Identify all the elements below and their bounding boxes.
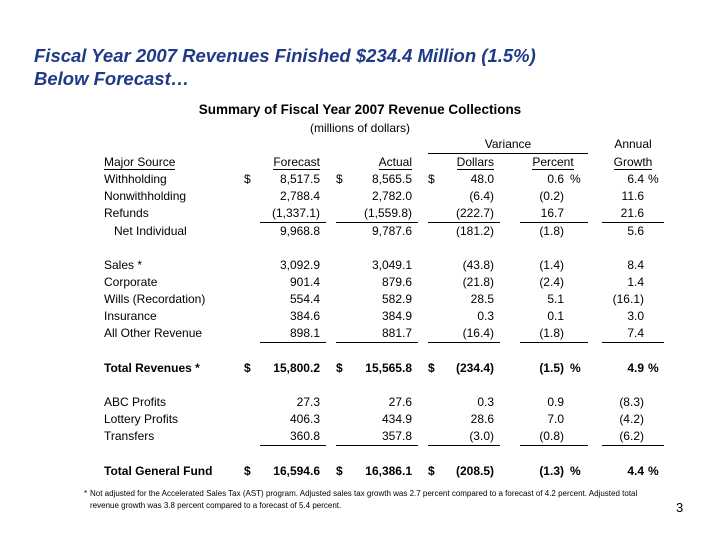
percent-symbol: % bbox=[648, 172, 659, 186]
variance-percent-value: 7.0 bbox=[547, 412, 564, 426]
percent-symbol bbox=[644, 325, 664, 343]
spacer-cell bbox=[326, 308, 336, 325]
spacer-cell bbox=[326, 257, 336, 274]
currency-symbol: $ bbox=[244, 464, 251, 478]
annual-growth-value: 7.4 bbox=[602, 325, 644, 343]
actual-value: 8,565.5 bbox=[371, 172, 412, 186]
percent-symbol bbox=[566, 223, 588, 241]
forecast-value: 2,788.4 bbox=[279, 189, 320, 203]
row-source: Refunds bbox=[104, 206, 149, 221]
annual-growth-value: (4.2) bbox=[619, 412, 644, 426]
annual-growth-value: (6.2) bbox=[602, 428, 644, 446]
currency-symbol bbox=[428, 205, 444, 223]
currency-symbol: $ bbox=[428, 464, 435, 478]
percent-symbol bbox=[644, 223, 664, 241]
currency-symbol: $ bbox=[336, 172, 343, 186]
row-source: Insurance bbox=[104, 309, 157, 323]
forecast-value: 554.4 bbox=[289, 292, 320, 306]
table-row bbox=[104, 411, 664, 428]
actual-value: 881.7 bbox=[352, 325, 418, 343]
variance-dollars-value: (234.4) bbox=[455, 361, 494, 375]
spacer-cell bbox=[418, 325, 428, 343]
spacer-cell bbox=[588, 205, 602, 223]
header-row-2 bbox=[104, 154, 664, 172]
spacer-cell bbox=[500, 428, 520, 446]
variance-percent-value: (2.4) bbox=[539, 275, 564, 289]
currency-symbol bbox=[244, 325, 260, 343]
currency-symbol bbox=[428, 411, 444, 428]
spacer-cell bbox=[500, 308, 520, 325]
dollars-header: Dollars bbox=[456, 155, 494, 169]
currency-symbol bbox=[244, 205, 260, 223]
spacer-cell bbox=[588, 223, 602, 241]
variance-percent-value: (1.4) bbox=[539, 258, 564, 272]
variance-percent-value: 0.1 bbox=[547, 309, 564, 323]
variance-dollars-value: (208.5) bbox=[455, 464, 494, 478]
table-row bbox=[104, 205, 664, 223]
forecast-value: 901.4 bbox=[289, 275, 320, 289]
annual-growth-value: 6.4 bbox=[627, 172, 644, 186]
percent-symbol: % bbox=[648, 361, 659, 375]
percent-symbol bbox=[566, 394, 588, 411]
percent-symbol bbox=[644, 274, 664, 291]
row-source: Net Individual bbox=[114, 223, 187, 238]
currency-symbol bbox=[428, 325, 444, 343]
percent-symbol bbox=[644, 308, 664, 325]
table-row bbox=[104, 223, 664, 241]
row-source: Wills (Recordation) bbox=[104, 292, 206, 306]
currency-symbol bbox=[428, 223, 444, 241]
spacer-cell bbox=[418, 291, 428, 308]
percent-symbol bbox=[566, 411, 588, 428]
spacer-cell bbox=[326, 291, 336, 308]
table-row bbox=[104, 308, 664, 325]
percent-symbol: % bbox=[570, 464, 581, 478]
variance-percent-value: (1.8) bbox=[539, 224, 564, 238]
spacer-cell bbox=[588, 394, 602, 411]
spacer-cell bbox=[588, 257, 602, 274]
percent-symbol bbox=[644, 188, 664, 205]
currency-symbol bbox=[428, 428, 444, 446]
percent-symbol: % bbox=[570, 172, 581, 186]
annual-growth-value: (8.3) bbox=[619, 395, 644, 409]
actual-value: 582.9 bbox=[381, 292, 412, 306]
percent-symbol bbox=[644, 428, 664, 446]
spacer-row bbox=[104, 446, 664, 464]
percent-symbol bbox=[566, 188, 588, 205]
variance-dollars-value: 0.3 bbox=[477, 395, 494, 409]
spacer-cell bbox=[326, 171, 336, 188]
variance-dollars-value: 48.0 bbox=[470, 172, 494, 186]
variance-percent-value: (1.5) bbox=[539, 361, 564, 375]
spacer-cell bbox=[588, 188, 602, 205]
percent-symbol: % bbox=[648, 464, 659, 478]
spacer-cell bbox=[588, 171, 602, 188]
forecast-value: 27.3 bbox=[296, 395, 320, 409]
table-row bbox=[104, 325, 664, 343]
row-source: Corporate bbox=[104, 275, 158, 289]
row-source: Sales * bbox=[104, 258, 143, 272]
spacer-cell bbox=[500, 291, 520, 308]
currency-symbol bbox=[428, 274, 444, 291]
currency-symbol bbox=[244, 188, 260, 205]
variance-percent-value: 16.7 bbox=[520, 205, 566, 223]
spacer-cell bbox=[500, 188, 520, 205]
spacer-cell bbox=[588, 274, 602, 291]
currency-symbol bbox=[336, 274, 352, 291]
variance-dollars-value: (6.4) bbox=[469, 189, 494, 203]
variance-header: Variance bbox=[428, 136, 588, 154]
currency-symbol bbox=[336, 188, 352, 205]
currency-symbol bbox=[428, 291, 444, 308]
forecast-value: 898.1 bbox=[260, 325, 326, 343]
slide-title-line-1: Fiscal Year 2007 Revenues Finished $234.4 Million (1.5%) bbox=[34, 45, 536, 66]
currency-symbol: $ bbox=[244, 172, 251, 186]
spacer-cell bbox=[418, 463, 428, 480]
annual-growth-value: 3.0 bbox=[627, 309, 644, 323]
spacer-cell bbox=[588, 308, 602, 325]
spacer-cell bbox=[326, 325, 336, 343]
variance-dollars-value: 0.3 bbox=[477, 309, 494, 323]
spacer-cell bbox=[418, 188, 428, 205]
spacer-cell bbox=[418, 308, 428, 325]
currency-symbol bbox=[428, 257, 444, 274]
percent-header: Percent bbox=[532, 155, 574, 169]
forecast-value: 360.8 bbox=[260, 428, 326, 446]
spacer-cell bbox=[500, 171, 520, 188]
annual-growth-value: 11.6 bbox=[621, 189, 644, 203]
currency-symbol bbox=[244, 257, 260, 274]
percent-symbol bbox=[566, 274, 588, 291]
currency-symbol: $ bbox=[336, 361, 343, 375]
variance-percent-value: 0.9 bbox=[547, 395, 564, 409]
forecast-value: (1,337.1) bbox=[260, 205, 326, 223]
spacer-cell bbox=[500, 223, 520, 241]
currency-symbol bbox=[428, 308, 444, 325]
row-source: Total Revenues * bbox=[104, 361, 200, 375]
actual-value: (1,559.8) bbox=[352, 205, 418, 223]
currency-symbol bbox=[428, 188, 444, 205]
percent-symbol bbox=[566, 325, 588, 343]
spacer-cell bbox=[418, 257, 428, 274]
spacer-cell bbox=[588, 360, 602, 377]
currency-symbol bbox=[244, 428, 260, 446]
percent-symbol: % bbox=[570, 361, 581, 375]
annual-growth-value: 21.6 bbox=[602, 205, 644, 223]
table-row bbox=[104, 463, 664, 480]
forecast-value: 16,594.6 bbox=[273, 464, 320, 478]
slide-title bbox=[34, 44, 714, 90]
actual-value: 27.6 bbox=[388, 395, 412, 409]
variance-dollars-value: (3.0) bbox=[444, 428, 500, 446]
variance-percent-value: 5.1 bbox=[547, 292, 564, 306]
percent-symbol bbox=[644, 291, 664, 308]
spacer-cell bbox=[418, 274, 428, 291]
row-source: All Other Revenue bbox=[104, 326, 203, 341]
spacer-cell bbox=[418, 360, 428, 377]
forecast-value: 384.6 bbox=[289, 309, 320, 323]
spacer-cell bbox=[500, 411, 520, 428]
percent-symbol bbox=[644, 205, 664, 223]
spacer-cell bbox=[418, 411, 428, 428]
row-source: Total General Fund bbox=[104, 464, 213, 478]
spacer-cell bbox=[418, 428, 428, 446]
currency-symbol bbox=[244, 291, 260, 308]
currency-symbol: $ bbox=[428, 361, 435, 375]
currency-symbol: $ bbox=[244, 361, 251, 375]
spacer-cell bbox=[588, 463, 602, 480]
forecast-header: Forecast bbox=[273, 154, 320, 169]
percent-symbol bbox=[644, 411, 664, 428]
currency-symbol bbox=[336, 428, 352, 446]
currency-symbol bbox=[428, 394, 444, 411]
spacer-cell bbox=[588, 428, 602, 446]
spacer-cell bbox=[418, 394, 428, 411]
table-row bbox=[104, 394, 664, 411]
percent-symbol bbox=[566, 291, 588, 308]
forecast-value: 15,800.2 bbox=[273, 361, 320, 375]
table-row bbox=[104, 428, 664, 446]
spacer-cell bbox=[500, 257, 520, 274]
variance-percent-value: (0.8) bbox=[520, 428, 566, 446]
actual-value: 16,386.1 bbox=[365, 464, 412, 478]
variance-percent-value: (1.3) bbox=[539, 464, 564, 478]
variance-dollars-value: (43.8) bbox=[462, 258, 494, 272]
table-row bbox=[104, 171, 664, 188]
table-row bbox=[104, 291, 664, 308]
spacer-cell bbox=[326, 463, 336, 480]
variance-percent-value: (1.8) bbox=[520, 325, 566, 343]
annual-growth-value: 4.9 bbox=[627, 361, 644, 375]
row-source: Transfers bbox=[104, 429, 155, 444]
variance-dollars-value: (16.4) bbox=[444, 325, 500, 343]
currency-symbol bbox=[336, 223, 352, 241]
footnote-mark: * bbox=[84, 489, 88, 498]
spacer-cell bbox=[326, 394, 336, 411]
slide-title-line-2: Below Forecast… bbox=[34, 68, 190, 89]
spacer-row bbox=[104, 377, 664, 394]
currency-symbol bbox=[336, 394, 352, 411]
spacer-cell bbox=[500, 394, 520, 411]
currency-symbol bbox=[336, 291, 352, 308]
currency-symbol bbox=[244, 308, 260, 325]
percent-symbol bbox=[566, 205, 588, 223]
currency-symbol bbox=[336, 257, 352, 274]
spacer-cell bbox=[326, 360, 336, 377]
spacer-cell bbox=[588, 325, 602, 343]
currency-symbol bbox=[336, 308, 352, 325]
variance-dollars-value: (21.8) bbox=[462, 275, 494, 289]
footnote bbox=[84, 488, 650, 512]
row-source: Withholding bbox=[104, 172, 167, 186]
spacer-row bbox=[104, 240, 664, 257]
spacer-cell bbox=[326, 274, 336, 291]
actual-value: 879.6 bbox=[381, 275, 412, 289]
header-row-1 bbox=[104, 136, 664, 154]
spacer-cell bbox=[326, 411, 336, 428]
table-units: (millions of dollars) bbox=[309, 121, 411, 135]
percent-symbol bbox=[566, 257, 588, 274]
spacer-cell bbox=[500, 205, 520, 223]
page-number: 3 bbox=[676, 500, 684, 515]
table-row bbox=[104, 274, 664, 291]
actual-value: 357.8 bbox=[352, 428, 418, 446]
currency-symbol bbox=[244, 394, 260, 411]
variance-percent-value: (0.2) bbox=[539, 189, 564, 203]
currency-symbol: $ bbox=[428, 172, 435, 186]
variance-dollars-value: (181.2) bbox=[455, 224, 494, 238]
currency-symbol bbox=[336, 325, 352, 343]
percent-symbol bbox=[644, 257, 664, 274]
row-source: ABC Profits bbox=[104, 395, 167, 409]
annual-growth-value: 1.4 bbox=[627, 275, 644, 289]
actual-value: 384.9 bbox=[381, 309, 412, 323]
actual-value: 15,565.8 bbox=[365, 361, 412, 375]
forecast-value: 3,092.9 bbox=[279, 258, 320, 272]
variance-dollars-value: (222.7) bbox=[444, 205, 500, 223]
annual-growth-value: (16.1) bbox=[612, 292, 644, 306]
table-row bbox=[104, 257, 664, 274]
currency-symbol bbox=[244, 411, 260, 428]
forecast-value: 406.3 bbox=[289, 412, 320, 426]
actual-value: 9,787.6 bbox=[371, 224, 412, 238]
spacer-cell bbox=[588, 411, 602, 428]
variance-percent-value: 0.6 bbox=[547, 172, 564, 186]
table-row bbox=[104, 188, 664, 205]
major-source-header: Major Source bbox=[104, 154, 176, 169]
forecast-value: 9,968.8 bbox=[279, 224, 320, 238]
percent-symbol bbox=[644, 394, 664, 411]
variance-dollars-value: 28.6 bbox=[470, 412, 494, 426]
table-row bbox=[104, 360, 664, 377]
spacer-cell bbox=[326, 188, 336, 205]
spacer-cell bbox=[326, 428, 336, 446]
spacer-cell bbox=[588, 291, 602, 308]
spacer-cell bbox=[418, 205, 428, 223]
actual-header: Actual bbox=[378, 154, 412, 169]
spacer-cell bbox=[418, 223, 428, 241]
growth-header: Growth bbox=[613, 154, 653, 169]
spacer-cell bbox=[500, 325, 520, 343]
annual-growth-value: 5.6 bbox=[627, 224, 644, 238]
footnote-text: Not adjusted for the Accelerated Sales Tax (AST) program. Adjusted sales tax growth was 2.7 percent compared to a forecast of 4.2 percent. Adjusted total revenue growth was 3.8 percent compared to a forecast of 5.4 percent. bbox=[90, 489, 638, 510]
row-source: Lottery Profits bbox=[104, 412, 179, 426]
revenue-table bbox=[104, 136, 664, 480]
variance-dollars-value: 28.5 bbox=[470, 292, 494, 306]
table-title: Summary of Fiscal Year 2007 Revenue Collections bbox=[198, 102, 522, 117]
actual-value: 434.9 bbox=[381, 412, 412, 426]
actual-value: 3,049.1 bbox=[371, 258, 412, 272]
currency-symbol bbox=[336, 411, 352, 428]
annual-header: Annual bbox=[614, 137, 652, 152]
percent-symbol bbox=[566, 308, 588, 325]
forecast-value: 8,517.5 bbox=[279, 172, 320, 186]
currency-symbol bbox=[336, 205, 352, 223]
spacer-cell bbox=[326, 223, 336, 241]
spacer-cell bbox=[500, 360, 520, 377]
row-source: Nonwithholding bbox=[104, 189, 187, 203]
annual-growth-value: 8.4 bbox=[627, 258, 644, 272]
spacer-cell bbox=[500, 274, 520, 291]
spacer-row bbox=[104, 343, 664, 361]
spacer-cell bbox=[326, 205, 336, 223]
currency-symbol bbox=[244, 274, 260, 291]
actual-value: 2,782.0 bbox=[371, 189, 412, 203]
percent-symbol bbox=[566, 428, 588, 446]
annual-growth-value: 4.4 bbox=[627, 464, 644, 478]
spacer-cell bbox=[418, 171, 428, 188]
spacer-cell bbox=[500, 463, 520, 480]
currency-symbol bbox=[244, 223, 260, 241]
currency-symbol: $ bbox=[336, 464, 343, 478]
